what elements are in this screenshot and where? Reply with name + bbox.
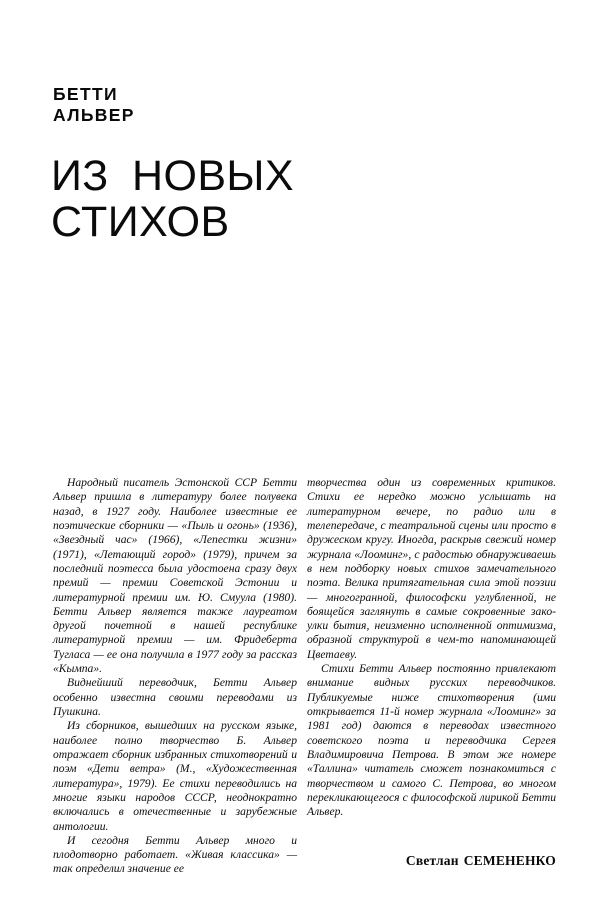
author-name-line-2: АЛЬВЕР	[53, 105, 135, 125]
signature-given-name: Светлан	[405, 853, 459, 868]
article-body	[53, 476, 556, 877]
article-column-right	[307, 476, 556, 877]
page-title-line-1: ИЗ НОВЫХ	[51, 152, 294, 200]
author-name-block	[53, 84, 353, 126]
page-title	[51, 153, 531, 245]
paragraph: Стихи Бетти Альвер постоянно привлекают внимание видных русских переводчиков. Публикуемые ниже стихотворения (ими открывается 11-й номер журнала «Лооминг» за 1981 год) даются в переводах известного советского поэта и переводчика Сергея Владимировича Петрова. В этом же номере «Таллина» читатель сможет познакомиться с творчеством и самого С. Петрова, во многом перекликающегося с философской лирикой Бетти Альвер.	[307, 662, 556, 819]
paragraph: Народный писатель Эстонской ССР Бетти Альвер пришла в литературу более полувека назад, в 1927 году. Наиболее известные ее поэтические сборники — «Пыль и огонь» (1936), «Звездный час» (1966), «Лепестки жизни» (1971), «Летающий город» (1979), причем за последний поэтесса была удостоена сразу двух премий — премии Советской Эстонии и литературной премии им. Ю. Смуула (1980). Бетти Альвер является также лауреатом другой почетной в нашей республике литературной премии — им. Фридеберта Тугласа — ее она получила в 1977 году за рассказ «Кымпа».	[53, 476, 297, 676]
paragraph: Виднейший переводчик, Бетти Альвер особенно известна своими переводами из Пушкина.	[53, 676, 297, 718]
paragraph: творчества один из современных критиков. Стихи ее нередко можно услышать на литературном вечере, по радио или в телепередаче, с театральной сцены или просто в дружеском кругу. Иногда, раскрыв свежий номер журнала «Лооминг», с радостью обнаруживаешь в нем подборку новых стихов замечательного поэта. Велика притягательная сила этой поэзии — многогранной, философски углубленной, не боящейся заглянуть в самые сокровенные закоулки бытия, неизменно исполненной оптимизма, образной структурой в чем-то напоминающей Цветаеву.	[307, 476, 556, 661]
author-name-line-1: БЕТТИ	[53, 84, 118, 104]
paragraph: И сегодня Бетти Альвер много и плодотворно работает. «Живая классика» — так определил значение ее	[53, 833, 297, 876]
page-title-line-2: СТИХОВ	[51, 198, 230, 246]
article-column-left	[53, 476, 297, 877]
signature-family-name: СЕМЕНЕНКО	[463, 853, 556, 868]
paragraph: Из сборников, вышедших на русском языке, наиболее полно творчество Б. Альвер отражает сборник избранных стихотворений и поэм «Дети ветра» (М., «Художественная литература», 1979). Ее стихи переводились на многие языки народов СССР, неоднократно включались в отечественные и зарубежные антологии.	[53, 719, 297, 833]
article-signature	[307, 853, 556, 869]
